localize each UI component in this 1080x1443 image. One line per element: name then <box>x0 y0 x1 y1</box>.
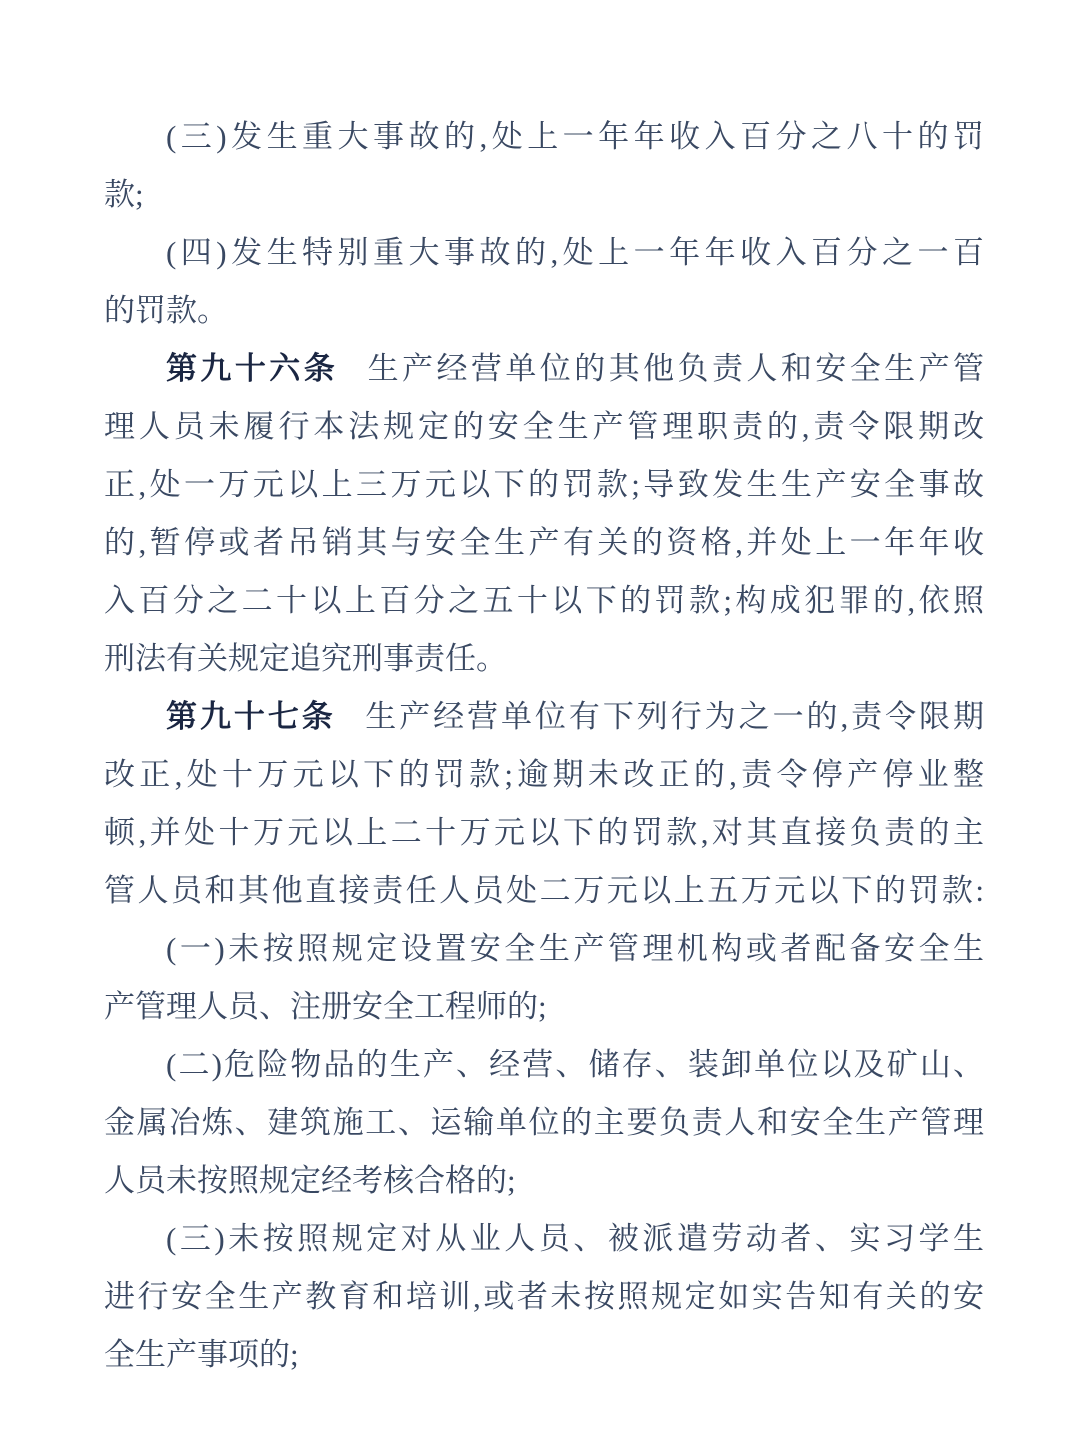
article-number: 第九十六条 <box>166 351 339 386</box>
text-line-4 <box>104 282 984 340</box>
text-line-17 <box>104 1036 984 1094</box>
text-line-10 <box>104 630 984 688</box>
line-text: 人员未按照规定经考核合格的; <box>104 1163 516 1198</box>
line-text: (一)未按照规定设置安全生产管理机构或者配备安全生 <box>166 931 984 966</box>
line-text: 的罚款。 <box>104 293 228 328</box>
line-text: 入百分之二十以上百分之五十以下的罚款;构成犯罪的,依照 <box>104 583 984 618</box>
text-line-9 <box>104 572 984 630</box>
line-text: 全生产事项的; <box>104 1337 299 1372</box>
line-text: 进行安全生产教育和培训,或者未按照规定如实告知有关的安 <box>104 1279 984 1314</box>
article-number: 第九十七条 <box>166 699 336 734</box>
document-text <box>104 108 984 1384</box>
line-text: 管人员和其他直接责任人员处二万元以上五万元以下的罚款: <box>104 873 984 908</box>
line-text: (二)危险物品的生产、经营、储存、装卸单位以及矿山、 <box>166 1047 984 1082</box>
text-line-19 <box>104 1152 984 1210</box>
line-text: 改正,处十万元以下的罚款;逾期未改正的,责令停产停业整 <box>104 757 984 792</box>
text-line-15 <box>104 920 984 978</box>
text-line-14 <box>104 862 984 920</box>
text-line-18 <box>104 1094 984 1152</box>
line-text: 产管理人员、注册安全工程师的; <box>104 989 547 1024</box>
text-line-3 <box>104 224 984 282</box>
text-line-13 <box>104 804 984 862</box>
text-line-20 <box>104 1210 984 1268</box>
text-line-1 <box>104 108 984 166</box>
text-line-12 <box>104 746 984 804</box>
text-line-7 <box>104 456 984 514</box>
text-line-11 <box>104 688 984 746</box>
line-text: (四)发生特别重大事故的,处上一年年收入百分之一百 <box>166 235 984 270</box>
text-line-16 <box>104 978 984 1036</box>
line-text: (三)未按照规定对从业人员、被派遣劳动者、实习学生 <box>166 1221 984 1256</box>
line-text: (三)发生重大事故的,处上一年年收入百分之八十的罚 <box>166 119 984 154</box>
line-text: 理人员未履行本法规定的安全生产管理职责的,责令限期改 <box>104 409 984 444</box>
line-text: 款; <box>104 177 144 212</box>
line-text: 顿,并处十万元以上二十万元以下的罚款,对其直接负责的主 <box>104 815 984 850</box>
text-line-21 <box>104 1268 984 1326</box>
text-line-8 <box>104 514 984 572</box>
line-text: 正,处一万元以上三万元以下的罚款;导致发生生产安全事故 <box>104 467 984 502</box>
line-text: 的,暂停或者吊销其与安全生产有关的资格,并处上一年年收 <box>104 525 984 560</box>
line-text: 生产经营单位的其他负责人和安全生产管 <box>367 351 984 386</box>
text-line-6 <box>104 398 984 456</box>
text-line-5 <box>104 340 984 398</box>
line-text: 刑法有关规定追究刑事责任。 <box>104 641 507 676</box>
line-text: 金属冶炼、建筑施工、运输单位的主要负责人和安全生产管理 <box>104 1105 984 1140</box>
line-text: 生产经营单位有下列行为之一的,责令限期 <box>365 699 984 734</box>
text-line-22 <box>104 1326 984 1384</box>
text-line-2 <box>104 166 984 224</box>
